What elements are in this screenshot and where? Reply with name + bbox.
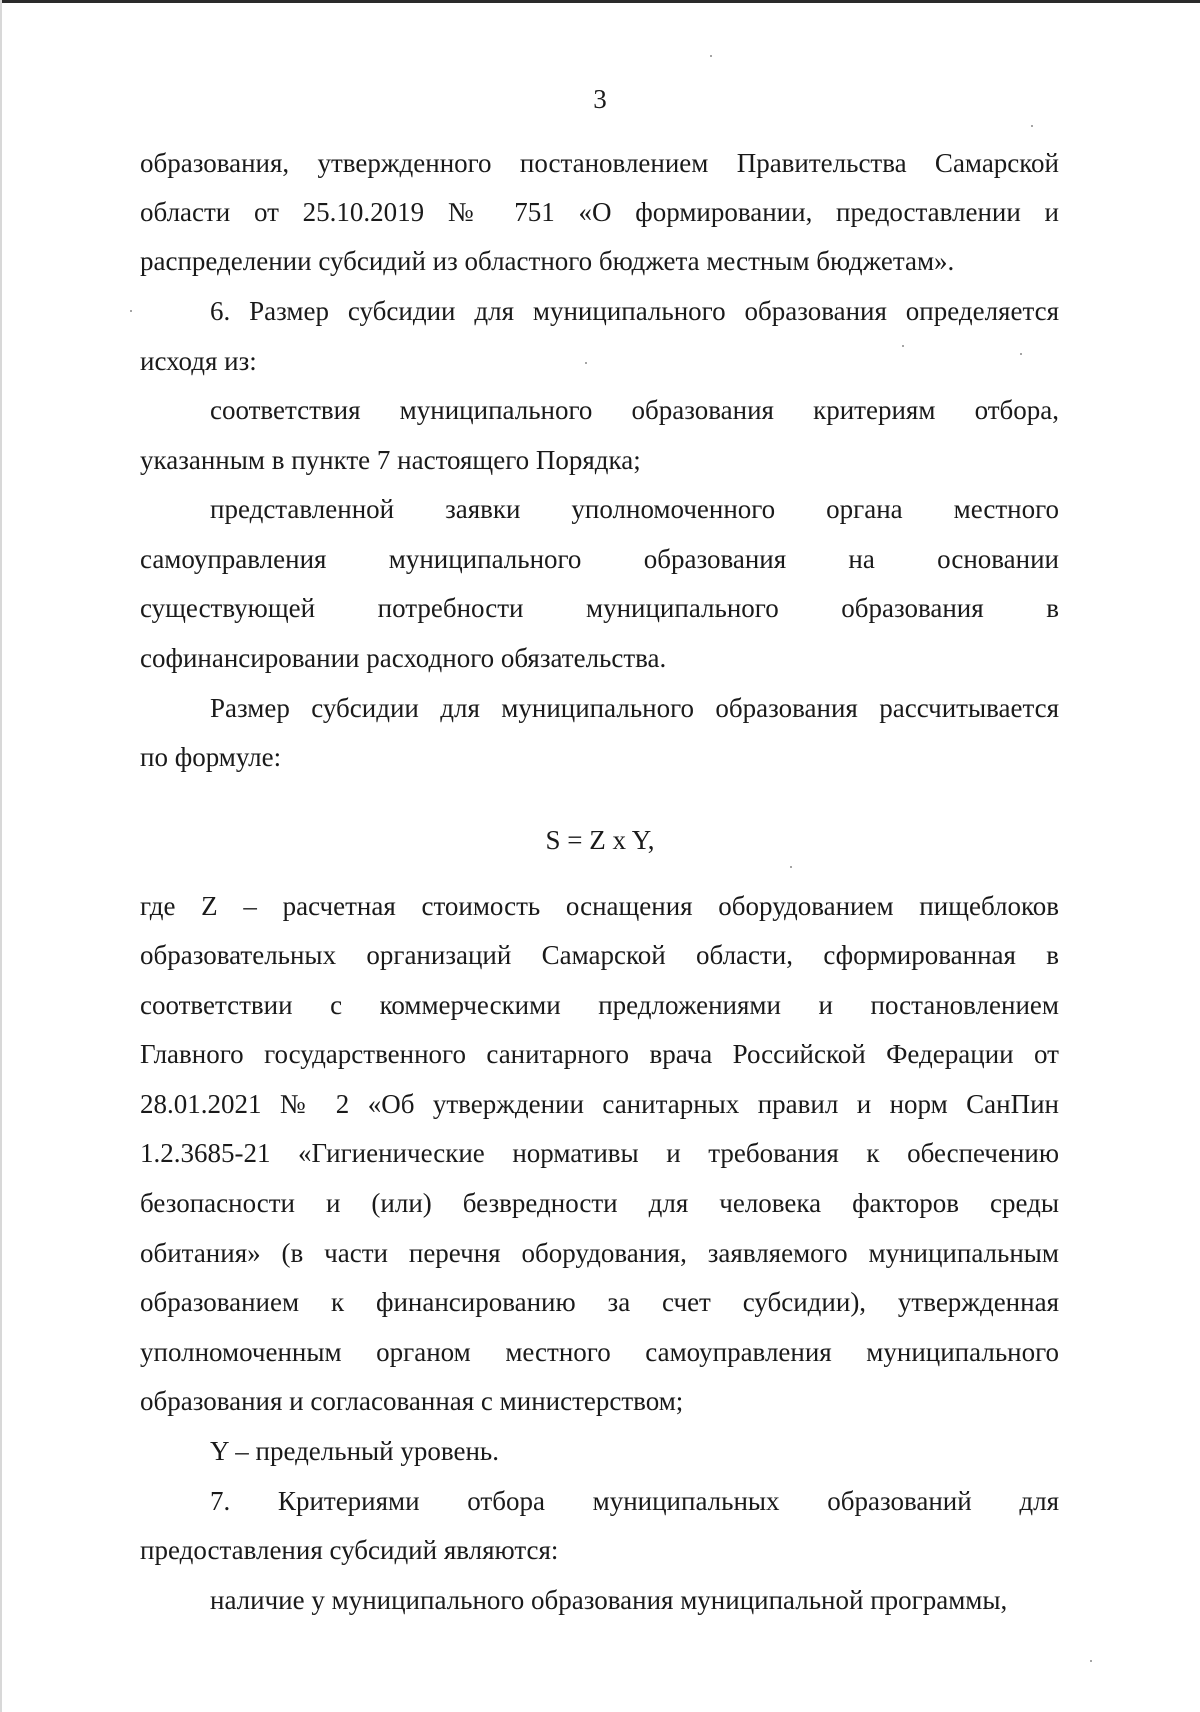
text-line: Размер субсидии для муниципального образования рассчитывается bbox=[210, 693, 1059, 723]
text-line: существующей потребности муниципального образования в bbox=[140, 593, 1059, 623]
text-line: соответствии с коммерческими предложениями и постановлением bbox=[140, 990, 1059, 1020]
text-line: где Z – расчетная стоимость оснащения оборудованием пищеблоков bbox=[140, 891, 1059, 921]
text-line: представленной заявки уполномоченного органа местного bbox=[210, 494, 1059, 524]
text-line: Y – предельный уровень. bbox=[210, 1436, 499, 1466]
text-line: образования, утвержденного постановлением Правительства Самарской bbox=[140, 148, 1059, 178]
text-line: софинансировании расходного обязательства. bbox=[140, 643, 667, 673]
scan-speck bbox=[902, 345, 904, 347]
scan-speck bbox=[710, 55, 712, 57]
text-line: образования и согласованная с министерством; bbox=[140, 1386, 684, 1416]
text-line: образованием к финансированию за счет субсидии), утвержденная bbox=[140, 1287, 1059, 1317]
text-line: 28.01.2021 № 2 «Об утверждении санитарных правил и норм СанПин bbox=[140, 1089, 1059, 1119]
text-line: предоставления субсидий являются: bbox=[140, 1535, 559, 1565]
text-line: области от 25.10.2019 № 751 «О формировании, предоставлении и bbox=[140, 197, 1059, 227]
scan-speck bbox=[790, 866, 792, 868]
scan-speck bbox=[130, 310, 132, 312]
text-line: образовательных организаций Самарской области, сформированная в bbox=[140, 940, 1059, 970]
text-line: по формуле: bbox=[140, 742, 282, 772]
scan-speck bbox=[1031, 125, 1033, 127]
scan-speck bbox=[1020, 353, 1022, 355]
text-line: 7. Критериями отбора муниципальных образований для bbox=[210, 1486, 1059, 1516]
page-number: 3 bbox=[593, 84, 607, 114]
text-line: Главного государственного санитарного врача Российской Федерации от bbox=[140, 1039, 1059, 1069]
text-line: распределении субсидий из областного бюджета местным бюджетам». bbox=[140, 246, 955, 276]
text-line: безопасности и (или) безвредности для человека факторов среды bbox=[140, 1188, 1059, 1218]
text-line: уполномоченным органом местного самоуправления муниципального bbox=[140, 1337, 1059, 1367]
scan-speck bbox=[585, 362, 587, 364]
formula: S = Z x Y, bbox=[545, 825, 655, 855]
text-line: самоуправления муниципального образования на основании bbox=[140, 544, 1059, 574]
text-line: исходя из: bbox=[140, 346, 257, 376]
scan-speck bbox=[1090, 1660, 1092, 1662]
text-line: наличие у муниципального образования муниципальной программы, bbox=[210, 1585, 1008, 1615]
scan-top-edge bbox=[0, 0, 1200, 3]
text-line: соответствия муниципального образования критериям отбора, bbox=[210, 395, 1059, 425]
text-line: 6. Размер субсидии для муниципального образования определяется bbox=[210, 296, 1059, 326]
text-line: 1.2.3685-21 «Гигиенические нормативы и требования к обеспечению bbox=[140, 1138, 1059, 1168]
text-line: указанным в пункте 7 настоящего Порядка; bbox=[140, 445, 641, 475]
text-line: обитания» (в части перечня оборудования, заявляемого муниципальным bbox=[140, 1238, 1059, 1268]
